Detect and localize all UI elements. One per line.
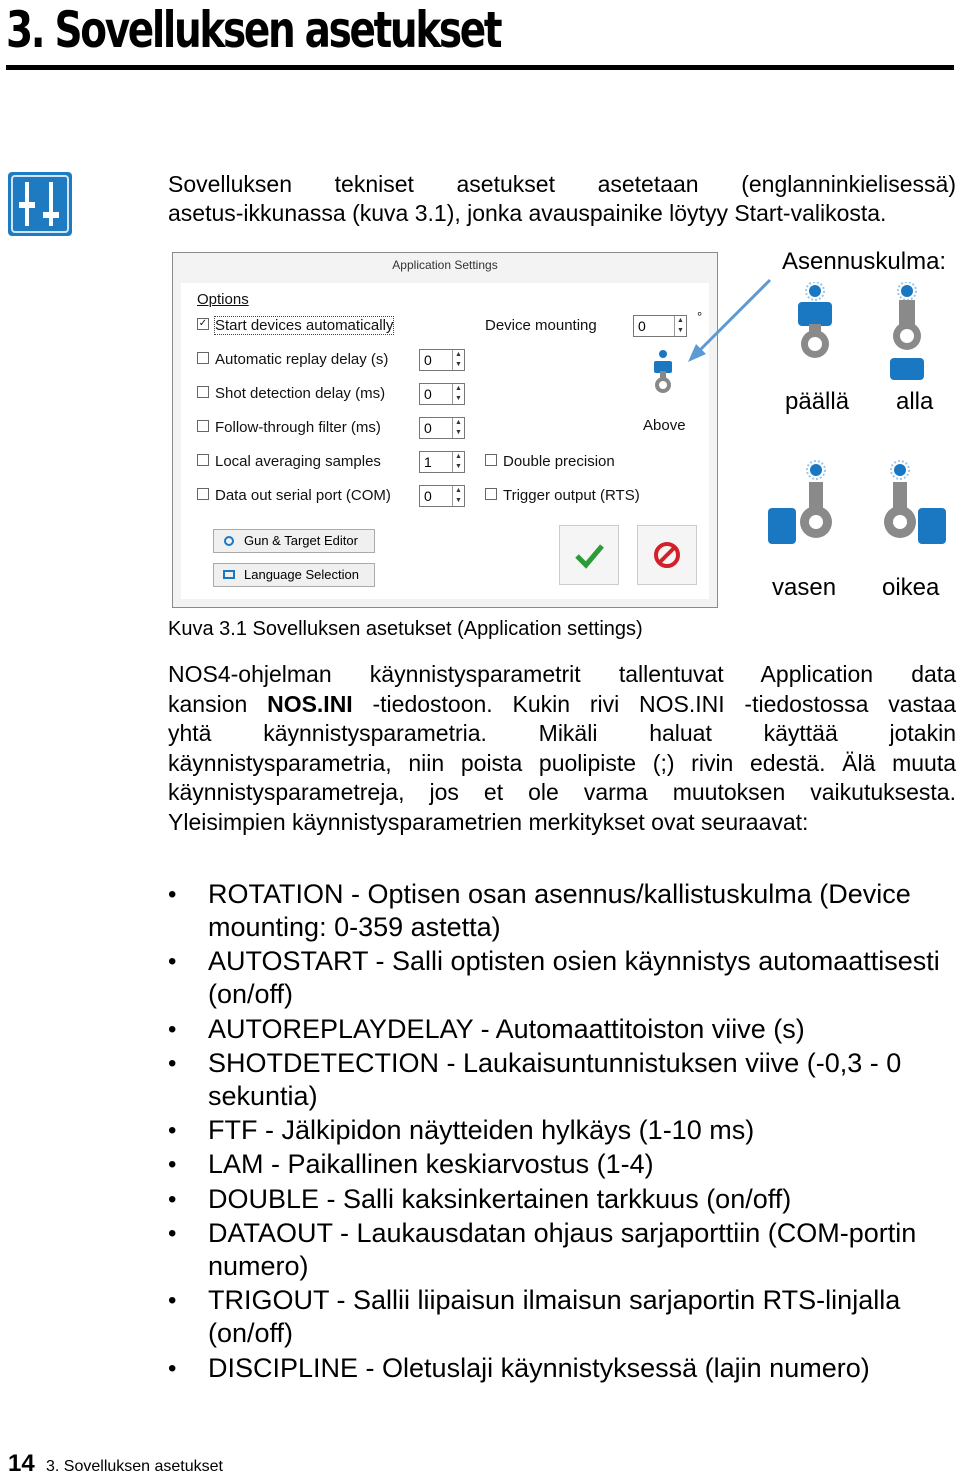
auto-replay-label: Automatic replay delay (s) bbox=[215, 351, 389, 368]
mounting-above-label: Above bbox=[643, 417, 686, 434]
trigger-output-checkbox[interactable] bbox=[485, 488, 497, 500]
intro-line-2: asetus-ikkunassa (kuva 3.1), jonka avauspainike löytyy Start-valikosta. bbox=[168, 200, 887, 226]
shot-detection-checkbox[interactable] bbox=[197, 386, 209, 398]
device-bottom-icon bbox=[887, 282, 927, 382]
list-item: • FTF - Jälkipidon näytteiden hylkäys (1-10 ms) bbox=[168, 1114, 958, 1147]
spinner-arrows-icon[interactable]: ▲ ▼ bbox=[452, 384, 464, 404]
auto-replay-option[interactable] bbox=[197, 351, 388, 368]
stop-icon bbox=[638, 526, 696, 584]
body-paragraph bbox=[168, 660, 956, 838]
speech-bubble-icon bbox=[223, 570, 235, 579]
spinner-arrows-icon[interactable]: ▲ ▼ bbox=[452, 350, 464, 370]
para-line-4: käynnistysparametria, niin poista puolipiste (;) rivin edestä. Älä muuta bbox=[168, 749, 956, 776]
check-icon bbox=[560, 526, 618, 584]
shot-detection-option[interactable] bbox=[197, 385, 385, 402]
device-mounting-label: Device mounting bbox=[485, 317, 597, 334]
double-precision-option[interactable] bbox=[485, 453, 615, 470]
intro-line-1: Sovelluksen tekniset asetukset asetetaan (englanninkielisessä) bbox=[168, 171, 956, 197]
shot-detection-label: Shot detection delay (ms) bbox=[215, 385, 386, 402]
device-left-icon bbox=[766, 456, 836, 552]
data-out-label: Data out serial port (COM) bbox=[215, 487, 391, 504]
data-out-spinner[interactable]: 0 ▲ ▼ bbox=[419, 485, 465, 507]
list-item: • AUTOREPLAYDELAY - Automaattitoiston viive (s) bbox=[168, 1013, 958, 1046]
para-line-6: Yleisimpien käynnistysparametrien merkitykset ovat seuraavat: bbox=[168, 808, 809, 835]
mounting-bottom-label: alla bbox=[896, 388, 934, 415]
gun-target-editor-button[interactable] bbox=[213, 529, 375, 553]
follow-through-checkbox[interactable] bbox=[197, 420, 209, 432]
follow-through-option[interactable] bbox=[197, 419, 381, 436]
spinner-arrows-icon[interactable]: ▲ ▼ bbox=[674, 316, 686, 336]
spinner-arrows-icon[interactable]: ▲ ▼ bbox=[452, 452, 464, 472]
intro-text bbox=[168, 170, 956, 228]
figure-caption: Kuva 3.1 Sovelluksen asetukset (Application settings) bbox=[168, 618, 643, 640]
list-item: • TRIGOUT - Sallii liipaisun ilmaisun sarjaportin RTS-linjalla (on/off) bbox=[168, 1284, 958, 1350]
data-out-checkbox[interactable] bbox=[197, 488, 209, 500]
auto-replay-spinner[interactable]: 0 ▲ ▼ bbox=[419, 349, 465, 371]
device-right-icon bbox=[878, 456, 948, 552]
list-item: • SHOTDETECTION - Laukaisuntunnistuksen viive (-0,3 - 0 sekuntia) bbox=[168, 1047, 958, 1113]
list-item: • DISCIPLINE - Oletuslaji käynnistyksessä (lajin numero) bbox=[168, 1352, 958, 1385]
para-line-2: kansion NOS.INI -tiedostoon. Kukin rivi NOS.INI -tiedostossa vastaa bbox=[168, 690, 956, 717]
mounting-angle-title: Asennuskulma: bbox=[782, 248, 947, 275]
mounting-right-label: oikea bbox=[882, 574, 940, 601]
local-averaging-option[interactable] bbox=[197, 453, 381, 470]
page-number: 14 bbox=[8, 1450, 35, 1477]
nos-ini-bold: NOS.INI bbox=[267, 690, 353, 717]
degree-symbol: ° bbox=[697, 309, 703, 324]
local-averaging-checkbox[interactable] bbox=[197, 454, 209, 466]
target-icon bbox=[224, 536, 234, 546]
start-devices-label: Start devices automatically bbox=[215, 317, 394, 334]
list-item: • ROTATION - Optisen osan asennus/kallistuskulma (Device mounting: 0-359 astetta) bbox=[168, 878, 958, 944]
dialog-body bbox=[181, 283, 709, 599]
spinner-arrows-icon[interactable]: ▲ ▼ bbox=[452, 418, 464, 438]
application-settings-dialog bbox=[172, 252, 718, 608]
language-label: Language Selection bbox=[244, 567, 359, 582]
trigger-output-label: Trigger output (RTS) bbox=[503, 487, 640, 504]
list-item: • DOUBLE - Salli kaksinkertainen tarkkuus (on/off) bbox=[168, 1183, 958, 1216]
local-averaging-spinner[interactable]: 1 ▲ ▼ bbox=[419, 451, 465, 473]
para-line-5: käynnistysparametreja, jos et ole varma muutoksen vaikutuksesta. bbox=[168, 779, 956, 806]
options-label: Options bbox=[197, 291, 249, 308]
start-devices-checkbox[interactable]: ✓ bbox=[198, 318, 208, 330]
list-item: • LAM - Paikallinen keskiarvostus (1-4) bbox=[168, 1148, 958, 1181]
gun-target-label: Gun & Target Editor bbox=[244, 533, 358, 548]
device-mounting-preview-icon bbox=[651, 349, 675, 400]
chapter-title: 3. Sovelluksen asetukset bbox=[6, 1, 501, 59]
spinner-arrows-icon[interactable]: ▲ ▼ bbox=[452, 486, 464, 506]
cancel-button[interactable] bbox=[637, 525, 697, 585]
settings-sliders-icon bbox=[8, 172, 72, 236]
follow-through-label: Follow-through filter (ms) bbox=[215, 419, 381, 436]
list-item: • AUTOSTART - Salli optisten osien käynnistys automaattisesti (on/off) bbox=[168, 945, 958, 1011]
parameter-list bbox=[168, 878, 958, 1386]
follow-through-spinner[interactable]: 0 ▲ ▼ bbox=[419, 417, 465, 439]
shot-detection-spinner[interactable]: 0 ▲ ▼ bbox=[419, 383, 465, 405]
ok-button[interactable] bbox=[559, 525, 619, 585]
footer-section: 3. Sovelluksen asetukset bbox=[46, 1458, 223, 1475]
title-rule bbox=[6, 65, 954, 70]
list-item: • DATAOUT - Laukausdatan ohjaus sarjaporttiin (COM-portin numero) bbox=[168, 1217, 958, 1283]
para-line-3: yhtä käynnistysparametria. Mikäli haluat käyttää jotakin bbox=[168, 720, 956, 747]
device-top-icon bbox=[795, 282, 835, 362]
data-out-option[interactable] bbox=[197, 487, 391, 504]
pointer-arrow bbox=[680, 270, 780, 370]
double-precision-checkbox[interactable] bbox=[485, 454, 497, 466]
device-mounting-spinner[interactable]: 0 ▲ ▼ bbox=[633, 315, 687, 337]
trigger-output-option[interactable] bbox=[485, 487, 640, 504]
para-line-1: NOS4-ohjelman käynnistysparametrit tallentuvat Application data bbox=[168, 661, 956, 687]
start-devices-option[interactable] bbox=[197, 317, 393, 334]
local-averaging-label: Local averaging samples bbox=[215, 453, 381, 470]
dialog-title: Application Settings bbox=[392, 258, 498, 272]
double-precision-label: Double precision bbox=[503, 453, 615, 470]
language-selection-button[interactable] bbox=[213, 563, 375, 587]
auto-replay-checkbox[interactable] bbox=[197, 352, 209, 364]
mounting-top-label: päällä bbox=[785, 388, 850, 415]
mounting-left-label: vasen bbox=[772, 574, 837, 601]
